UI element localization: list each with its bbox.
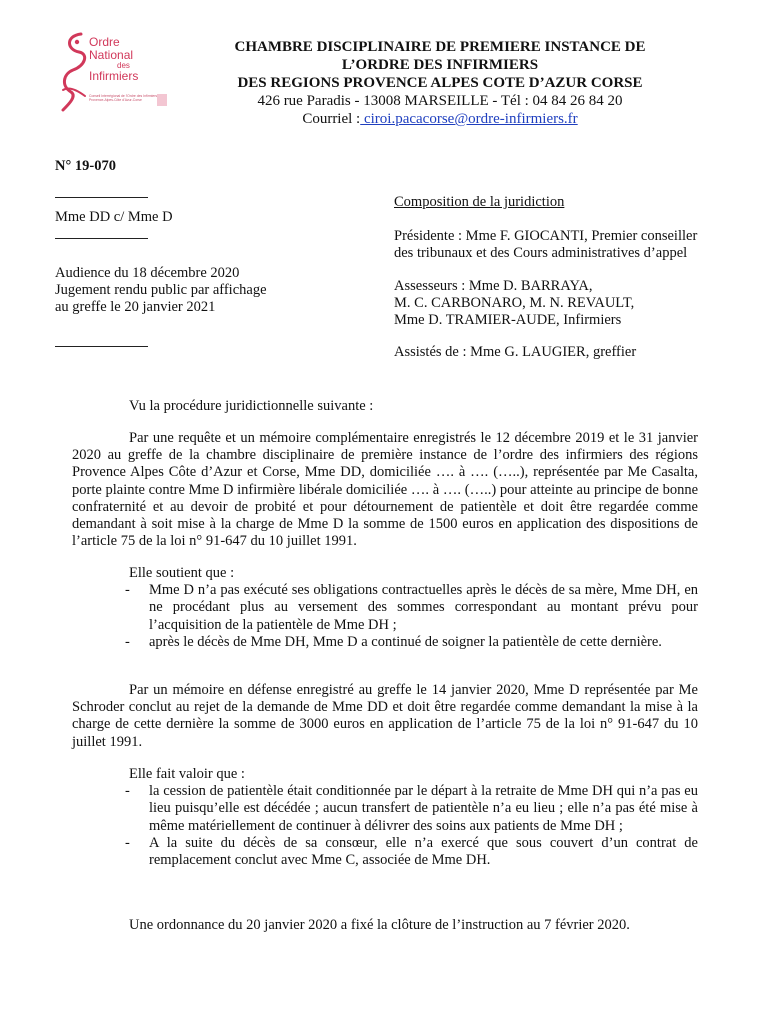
court-header <box>190 38 690 128</box>
arguments-1-lead: Elle soutient que : <box>129 565 235 581</box>
list-item <box>125 783 698 835</box>
email-link[interactable]: ciroi.pacacorse@ordre-infirmiers.fr <box>360 111 578 127</box>
list-item-text: Mme D n’a pas exécuté ses obligations contractuelles après le décès de sa mère, Mme DH, en ne procédant plus au versement des sommes correspondant au montant prévu pour l’acquisition de la patientèle de Mme DH ; <box>149 582 698 633</box>
hearing-line-3: au greffe le 20 janvier 2021 <box>55 299 216 315</box>
ordre-infirmiers-logo <box>55 30 173 122</box>
email-label: Courriel : <box>302 111 361 127</box>
separator-2 <box>55 238 148 239</box>
list-item-text: A la suite du décès de sa consœur, elle n’a exercé que sous couvert d’un contrat de remplacement conclut avec Mme C, associée de Mme DH. <box>149 834 698 869</box>
arguments-2-list <box>72 783 698 869</box>
dash-mark: - <box>125 633 130 650</box>
arguments-1 <box>72 565 698 651</box>
dash-mark: - <box>125 834 130 851</box>
parties: Mme DD c/ Mme D <box>55 209 173 225</box>
dash-mark: - <box>125 783 130 800</box>
arguments-1-list <box>72 582 698 651</box>
arguments-2-lead: Elle fait valoir que : <box>129 766 245 782</box>
arguments-2 <box>72 766 698 869</box>
logo-text-2: National <box>89 48 134 62</box>
closing-order: Une ordonnance du 20 janvier 2020 a fixé la clôture de l’instruction au 7 février 2020. <box>129 917 630 933</box>
header-line-1: CHAMBRE DISCIPLINAIRE DE PREMIERE INSTANCE DE <box>234 39 646 55</box>
logo-subtitle: Conseil Interrégional de l'Ordre des Infirmiers Provence-Alpes-Côte d'Azur-Corse <box>89 94 158 102</box>
hearing-info <box>55 265 267 316</box>
case-number: N° 19-070 <box>55 158 116 174</box>
header-address: 426 rue Paradis - 13008 MARSEILLE - Tél : 04 84 26 84 20 <box>257 93 623 109</box>
header-line-3: DES REGIONS PROVENCE ALPES COTE D’AZUR CORSE <box>237 75 643 91</box>
logo-square-mark <box>157 94 167 106</box>
hearing-line-1: Audience du 18 décembre 2020 <box>55 265 240 281</box>
list-item-text: la cession de patientèle était conditionnée par le départ à la retraite de Mme DH qui n’a pas eu lieu puisqu’elle est décédée ; aucun transfert de patientèle n’a eu lieu ; elle n’a pas été mise à même matériellement de continuer à délivrer des soins aux patients de Mme DH ; <box>149 783 698 834</box>
composition-title <box>394 194 734 211</box>
header-line-2: L’ORDRE DES INFIRMIERS <box>341 57 539 73</box>
logo-text-3: des <box>117 61 130 70</box>
logo-text-4: Infirmiers <box>89 69 139 83</box>
procedure-intro: Vu la procédure juridictionnelle suivante : <box>129 398 374 414</box>
composition-heading: Composition de la juridiction <box>394 194 565 210</box>
paragraph-1 <box>72 430 698 550</box>
hearing-line-2: Jugement rendu public par affichage <box>55 282 267 298</box>
assessors-block <box>394 278 734 329</box>
list-item <box>125 634 698 651</box>
separator-1 <box>55 197 148 198</box>
logo-text-1: Ordre <box>89 35 120 49</box>
president-block <box>394 228 734 262</box>
header-email-line <box>190 110 690 128</box>
assisted-line: Assistés de : Mme G. LAUGIER, greffier <box>394 344 637 360</box>
paragraph-2 <box>72 682 698 751</box>
list-item-text: après le décès de Mme DH, Mme D a continué de soigner la patientèle de cette dernière. <box>149 633 662 650</box>
paragraph-1-text: Par une requête et un mémoire complémentaire enregistrés le 12 décembre 2019 et le 31 janvier 2020 au greffe de la chambre disciplinaire de première instance de l’ordre des infirmiers des régions Provence Alpes Côte d’Azur et Corse, Mme DD, domiciliée …. à …. (…..), représentée par Me Casalta, porte plainte contre Mme D infirmière libérale domiciliée …. à …. (…..) pour atteinte au principe de bonne confraternité et au devoir de probité et pour détournement de patientèle et doit être regardée comme demandant à soit mise à la charge de Mme D la somme de 1500 euros en application des dispositions de l’article 75 de la loi n° 91-647 du 10 juillet 1991. <box>72 430 698 550</box>
assessors-line-2: M. C. CARBONARO, M. N. REVAULT, <box>394 295 635 311</box>
separator-3 <box>55 346 148 347</box>
president-line-1: Présidente : Mme F. GIOCANTI, Premier conseiller <box>394 228 698 244</box>
assessors-line-3: Mme D. TRAMIER-AUDE, Infirmiers <box>394 312 622 328</box>
dash-mark: - <box>125 582 130 599</box>
list-item <box>125 835 698 869</box>
assessors-line-1: Assesseurs : Mme D. BARRAYA, <box>394 278 593 294</box>
list-item <box>125 582 698 634</box>
paragraph-2-text: Par un mémoire en défense enregistré au greffe le 14 janvier 2020, Mme D représentée par Me Schroder conclut au rejet de la demande de Mme DD et doit être regardée comme demandant la mise à la charge de cette dernière la somme de 3000 euros en application de l’article 75 de la loi n° 91-647 du 10 juillet 1991. <box>72 682 698 750</box>
president-line-2: des tribunaux et des Cours administratives d’appel <box>394 245 688 261</box>
